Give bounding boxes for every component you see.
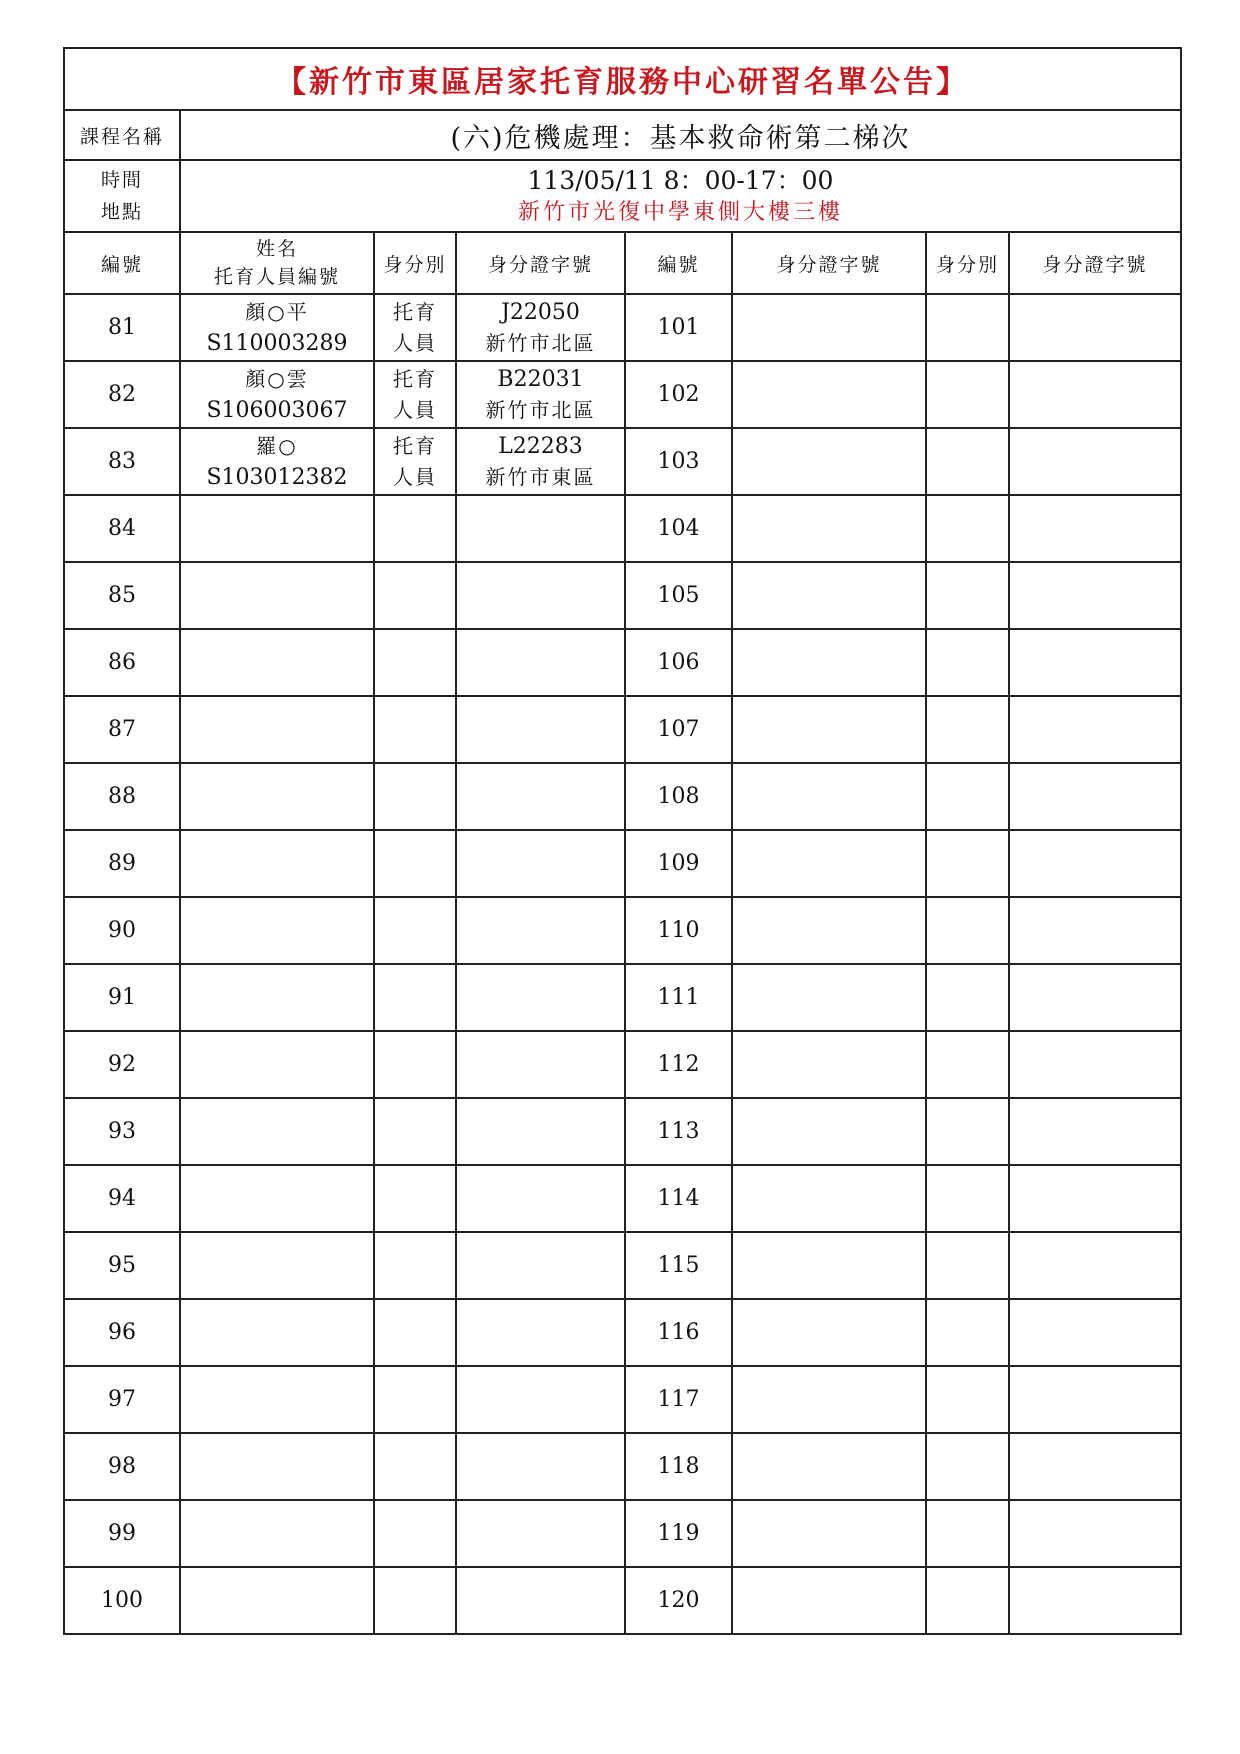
page-title: 【新竹市東區居家托育服務中心研習名單公告】	[64, 48, 1181, 110]
row-id-no3	[1009, 1366, 1181, 1433]
row-id-no	[456, 1500, 625, 1567]
row-identity	[374, 1165, 456, 1232]
row-name	[180, 1567, 374, 1634]
course-name: (六)危機處理：基本救命術第二梯次	[180, 110, 1181, 160]
row-no: 96	[64, 1299, 180, 1366]
header-no: 編號	[64, 232, 180, 294]
row-id-no3	[1009, 1098, 1181, 1165]
row-identity2	[926, 629, 1009, 696]
row-id-no2	[732, 1165, 926, 1232]
row-id-no	[456, 1567, 625, 1634]
row-identity2	[926, 361, 1009, 428]
row-identity	[374, 294, 456, 361]
row-no: 93	[64, 1098, 180, 1165]
row-id-no3	[1009, 830, 1181, 897]
row-identity	[374, 696, 456, 763]
row-id-no2	[732, 1299, 926, 1366]
id-number: L22283	[498, 433, 583, 459]
row-no2: 108	[625, 763, 732, 830]
row-id-no2	[732, 1232, 926, 1299]
row-name	[180, 495, 374, 562]
table-row	[64, 1299, 1181, 1366]
table-row	[64, 361, 1181, 428]
row-id-no	[456, 1433, 625, 1500]
row-identity2	[926, 964, 1009, 1031]
header-no2: 編號	[625, 232, 732, 294]
table-row	[64, 1433, 1181, 1500]
row-no2: 104	[625, 495, 732, 562]
row-id-no	[456, 1366, 625, 1433]
row-id-no	[456, 629, 625, 696]
row-no2: 115	[625, 1232, 732, 1299]
row-no2: 117	[625, 1366, 732, 1433]
row-name	[180, 763, 374, 830]
row-no2: 114	[625, 1165, 732, 1232]
row-id-no3	[1009, 1031, 1181, 1098]
header-identity2: 身分別	[926, 232, 1009, 294]
row-identity2	[926, 1299, 1009, 1366]
member-code: S103012382	[206, 464, 348, 490]
row-no: 91	[64, 964, 180, 1031]
row-no2: 113	[625, 1098, 732, 1165]
table-row	[64, 629, 1181, 696]
row-name	[180, 1366, 374, 1433]
place-label: 地點	[100, 201, 143, 223]
row-no: 92	[64, 1031, 180, 1098]
row-id-no2	[732, 562, 926, 629]
row-identity2	[926, 562, 1009, 629]
table-row	[64, 1098, 1181, 1165]
row-identity2	[926, 1098, 1009, 1165]
header-identity: 身分別	[374, 232, 456, 294]
row-identity2	[926, 495, 1009, 562]
row-id-no2	[732, 1031, 926, 1098]
row-identity	[374, 495, 456, 562]
row-no: 83	[64, 428, 180, 495]
row-id-no2	[732, 1567, 926, 1634]
table-row	[64, 562, 1181, 629]
table-row	[64, 1232, 1181, 1299]
row-no: 98	[64, 1433, 180, 1500]
row-name	[180, 830, 374, 897]
row-identity2	[926, 696, 1009, 763]
row-no: 85	[64, 562, 180, 629]
row-id-no3	[1009, 361, 1181, 428]
row-no: 86	[64, 629, 180, 696]
member-code: S106003067	[206, 397, 348, 423]
row-identity	[374, 897, 456, 964]
row-id-no2	[732, 696, 926, 763]
table-row	[64, 428, 1181, 495]
row-no2: 106	[625, 629, 732, 696]
row-name	[180, 629, 374, 696]
row-id-no	[456, 897, 625, 964]
table-row	[64, 1567, 1181, 1634]
row-name	[180, 1500, 374, 1567]
row-id-no3	[1009, 428, 1181, 495]
id-number: B22031	[497, 366, 584, 392]
header-name-line1: 姓名	[255, 238, 298, 260]
row-identity	[374, 1098, 456, 1165]
identity-line1: 托育	[393, 299, 437, 324]
row-no: 94	[64, 1165, 180, 1232]
row-id-no2	[732, 361, 926, 428]
row-no2: 118	[625, 1433, 732, 1500]
row-id-no3	[1009, 1299, 1181, 1366]
row-id-no2	[732, 294, 926, 361]
row-name	[180, 428, 374, 495]
table-row	[64, 763, 1181, 830]
table-row	[64, 897, 1181, 964]
id-number: J22050	[501, 299, 580, 325]
row-identity2	[926, 1031, 1009, 1098]
row-id-no3	[1009, 1232, 1181, 1299]
row-id-no3	[1009, 763, 1181, 830]
row-name	[180, 897, 374, 964]
row-identity	[374, 1500, 456, 1567]
row-name	[180, 696, 374, 763]
row-id-no2	[732, 495, 926, 562]
row-identity	[374, 361, 456, 428]
member-name: 羅○	[256, 433, 298, 458]
id-area: 新竹市北區	[485, 330, 596, 355]
row-id-no	[456, 964, 625, 1031]
row-id-no2	[732, 1366, 926, 1433]
row-id-no3	[1009, 562, 1181, 629]
row-identity	[374, 562, 456, 629]
row-identity2	[926, 1232, 1009, 1299]
row-identity2	[926, 294, 1009, 361]
row-no2: 116	[625, 1299, 732, 1366]
row-id-no3	[1009, 495, 1181, 562]
row-identity2	[926, 1500, 1009, 1567]
row-no2: 107	[625, 696, 732, 763]
row-name	[180, 1232, 374, 1299]
table-row	[64, 495, 1181, 562]
member-name: 顏○雲	[245, 366, 309, 391]
identity-line2: 人員	[393, 464, 437, 489]
member-name: 顏○平	[245, 299, 309, 324]
row-id-no2	[732, 897, 926, 964]
table-row	[64, 830, 1181, 897]
header-id-no3: 身分證字號	[1009, 232, 1181, 294]
row-name	[180, 562, 374, 629]
row-id-no2	[732, 1500, 926, 1567]
row-identity	[374, 1299, 456, 1366]
table-row	[64, 294, 1181, 361]
id-area: 新竹市北區	[485, 397, 596, 422]
row-id-no3	[1009, 1567, 1181, 1634]
row-identity	[374, 1366, 456, 1433]
row-no2: 110	[625, 897, 732, 964]
identity-line2: 人員	[393, 330, 437, 355]
id-area: 新竹市東區	[485, 464, 596, 489]
row-no2: 101	[625, 294, 732, 361]
table-row	[64, 1366, 1181, 1433]
row-identity2	[926, 830, 1009, 897]
row-id-no3	[1009, 1500, 1181, 1567]
row-no: 97	[64, 1366, 180, 1433]
table-row	[64, 696, 1181, 763]
row-identity2	[926, 897, 1009, 964]
row-identity	[374, 763, 456, 830]
row-id-no	[456, 495, 625, 562]
row-no2: 102	[625, 361, 732, 428]
row-identity2	[926, 1567, 1009, 1634]
roster-table	[63, 47, 1182, 1635]
row-id-no	[456, 1232, 625, 1299]
table-row	[64, 1031, 1181, 1098]
table-row	[64, 1500, 1181, 1567]
row-id-no	[456, 1165, 625, 1232]
row-id-no	[456, 1299, 625, 1366]
session-time: 113/05/11 8：00-17：00	[527, 166, 834, 195]
row-id-no3	[1009, 696, 1181, 763]
row-no2: 109	[625, 830, 732, 897]
row-no2: 120	[625, 1567, 732, 1634]
identity-line2: 人員	[393, 397, 437, 422]
row-id-no2	[732, 1098, 926, 1165]
row-no: 81	[64, 294, 180, 361]
row-id-no2	[732, 763, 926, 830]
time-label: 時間	[100, 169, 143, 191]
row-no: 99	[64, 1500, 180, 1567]
row-id-no3	[1009, 897, 1181, 964]
row-id-no	[456, 562, 625, 629]
row-id-no	[456, 763, 625, 830]
row-identity	[374, 1031, 456, 1098]
header-id-no2: 身分證字號	[732, 232, 926, 294]
row-id-no2	[732, 1433, 926, 1500]
row-identity2	[926, 1433, 1009, 1500]
row-identity	[374, 629, 456, 696]
row-id-no	[456, 696, 625, 763]
row-identity	[374, 428, 456, 495]
table-row	[64, 1165, 1181, 1232]
row-identity2	[926, 1366, 1009, 1433]
time-place-label	[64, 160, 180, 232]
row-identity2	[926, 428, 1009, 495]
row-no2: 105	[625, 562, 732, 629]
identity-line1: 托育	[393, 433, 437, 458]
row-identity	[374, 1232, 456, 1299]
course-label: 課程名稱	[64, 110, 180, 160]
row-name	[180, 361, 374, 428]
row-identity	[374, 1567, 456, 1634]
row-id-no3	[1009, 629, 1181, 696]
table-row	[64, 964, 1181, 1031]
row-id-no2	[732, 428, 926, 495]
row-name	[180, 964, 374, 1031]
row-id-no	[456, 1098, 625, 1165]
row-id-no	[456, 830, 625, 897]
row-no: 95	[64, 1232, 180, 1299]
row-no2: 119	[625, 1500, 732, 1567]
row-no: 82	[64, 361, 180, 428]
row-no2: 112	[625, 1031, 732, 1098]
row-id-no	[456, 294, 625, 361]
row-no: 88	[64, 763, 180, 830]
row-id-no3	[1009, 294, 1181, 361]
header-name-line2: 托育人員編號	[213, 266, 340, 288]
row-no: 84	[64, 495, 180, 562]
row-id-no	[456, 1031, 625, 1098]
identity-line1: 托育	[393, 366, 437, 391]
header-id-no: 身分證字號	[456, 232, 625, 294]
time-place-value	[180, 160, 1181, 232]
row-id-no3	[1009, 964, 1181, 1031]
row-identity	[374, 964, 456, 1031]
row-id-no2	[732, 964, 926, 1031]
row-identity2	[926, 763, 1009, 830]
row-no: 100	[64, 1567, 180, 1634]
row-name	[180, 1165, 374, 1232]
row-name	[180, 1031, 374, 1098]
row-identity2	[926, 1165, 1009, 1232]
row-no: 87	[64, 696, 180, 763]
row-name	[180, 1433, 374, 1500]
session-location: 新竹市光復中學東側大樓三樓	[517, 200, 843, 225]
row-name	[180, 1299, 374, 1366]
row-id-no3	[1009, 1433, 1181, 1500]
header-name	[180, 232, 374, 294]
row-identity	[374, 830, 456, 897]
row-id-no2	[732, 629, 926, 696]
row-id-no3	[1009, 1165, 1181, 1232]
row-no2: 111	[625, 964, 732, 1031]
row-id-no2	[732, 830, 926, 897]
member-code: S110003289	[206, 330, 348, 356]
row-no: 89	[64, 830, 180, 897]
row-id-no	[456, 361, 625, 428]
row-identity	[374, 1433, 456, 1500]
row-id-no	[456, 428, 625, 495]
row-name	[180, 1098, 374, 1165]
row-no2: 103	[625, 428, 732, 495]
row-no: 90	[64, 897, 180, 964]
row-name	[180, 294, 374, 361]
